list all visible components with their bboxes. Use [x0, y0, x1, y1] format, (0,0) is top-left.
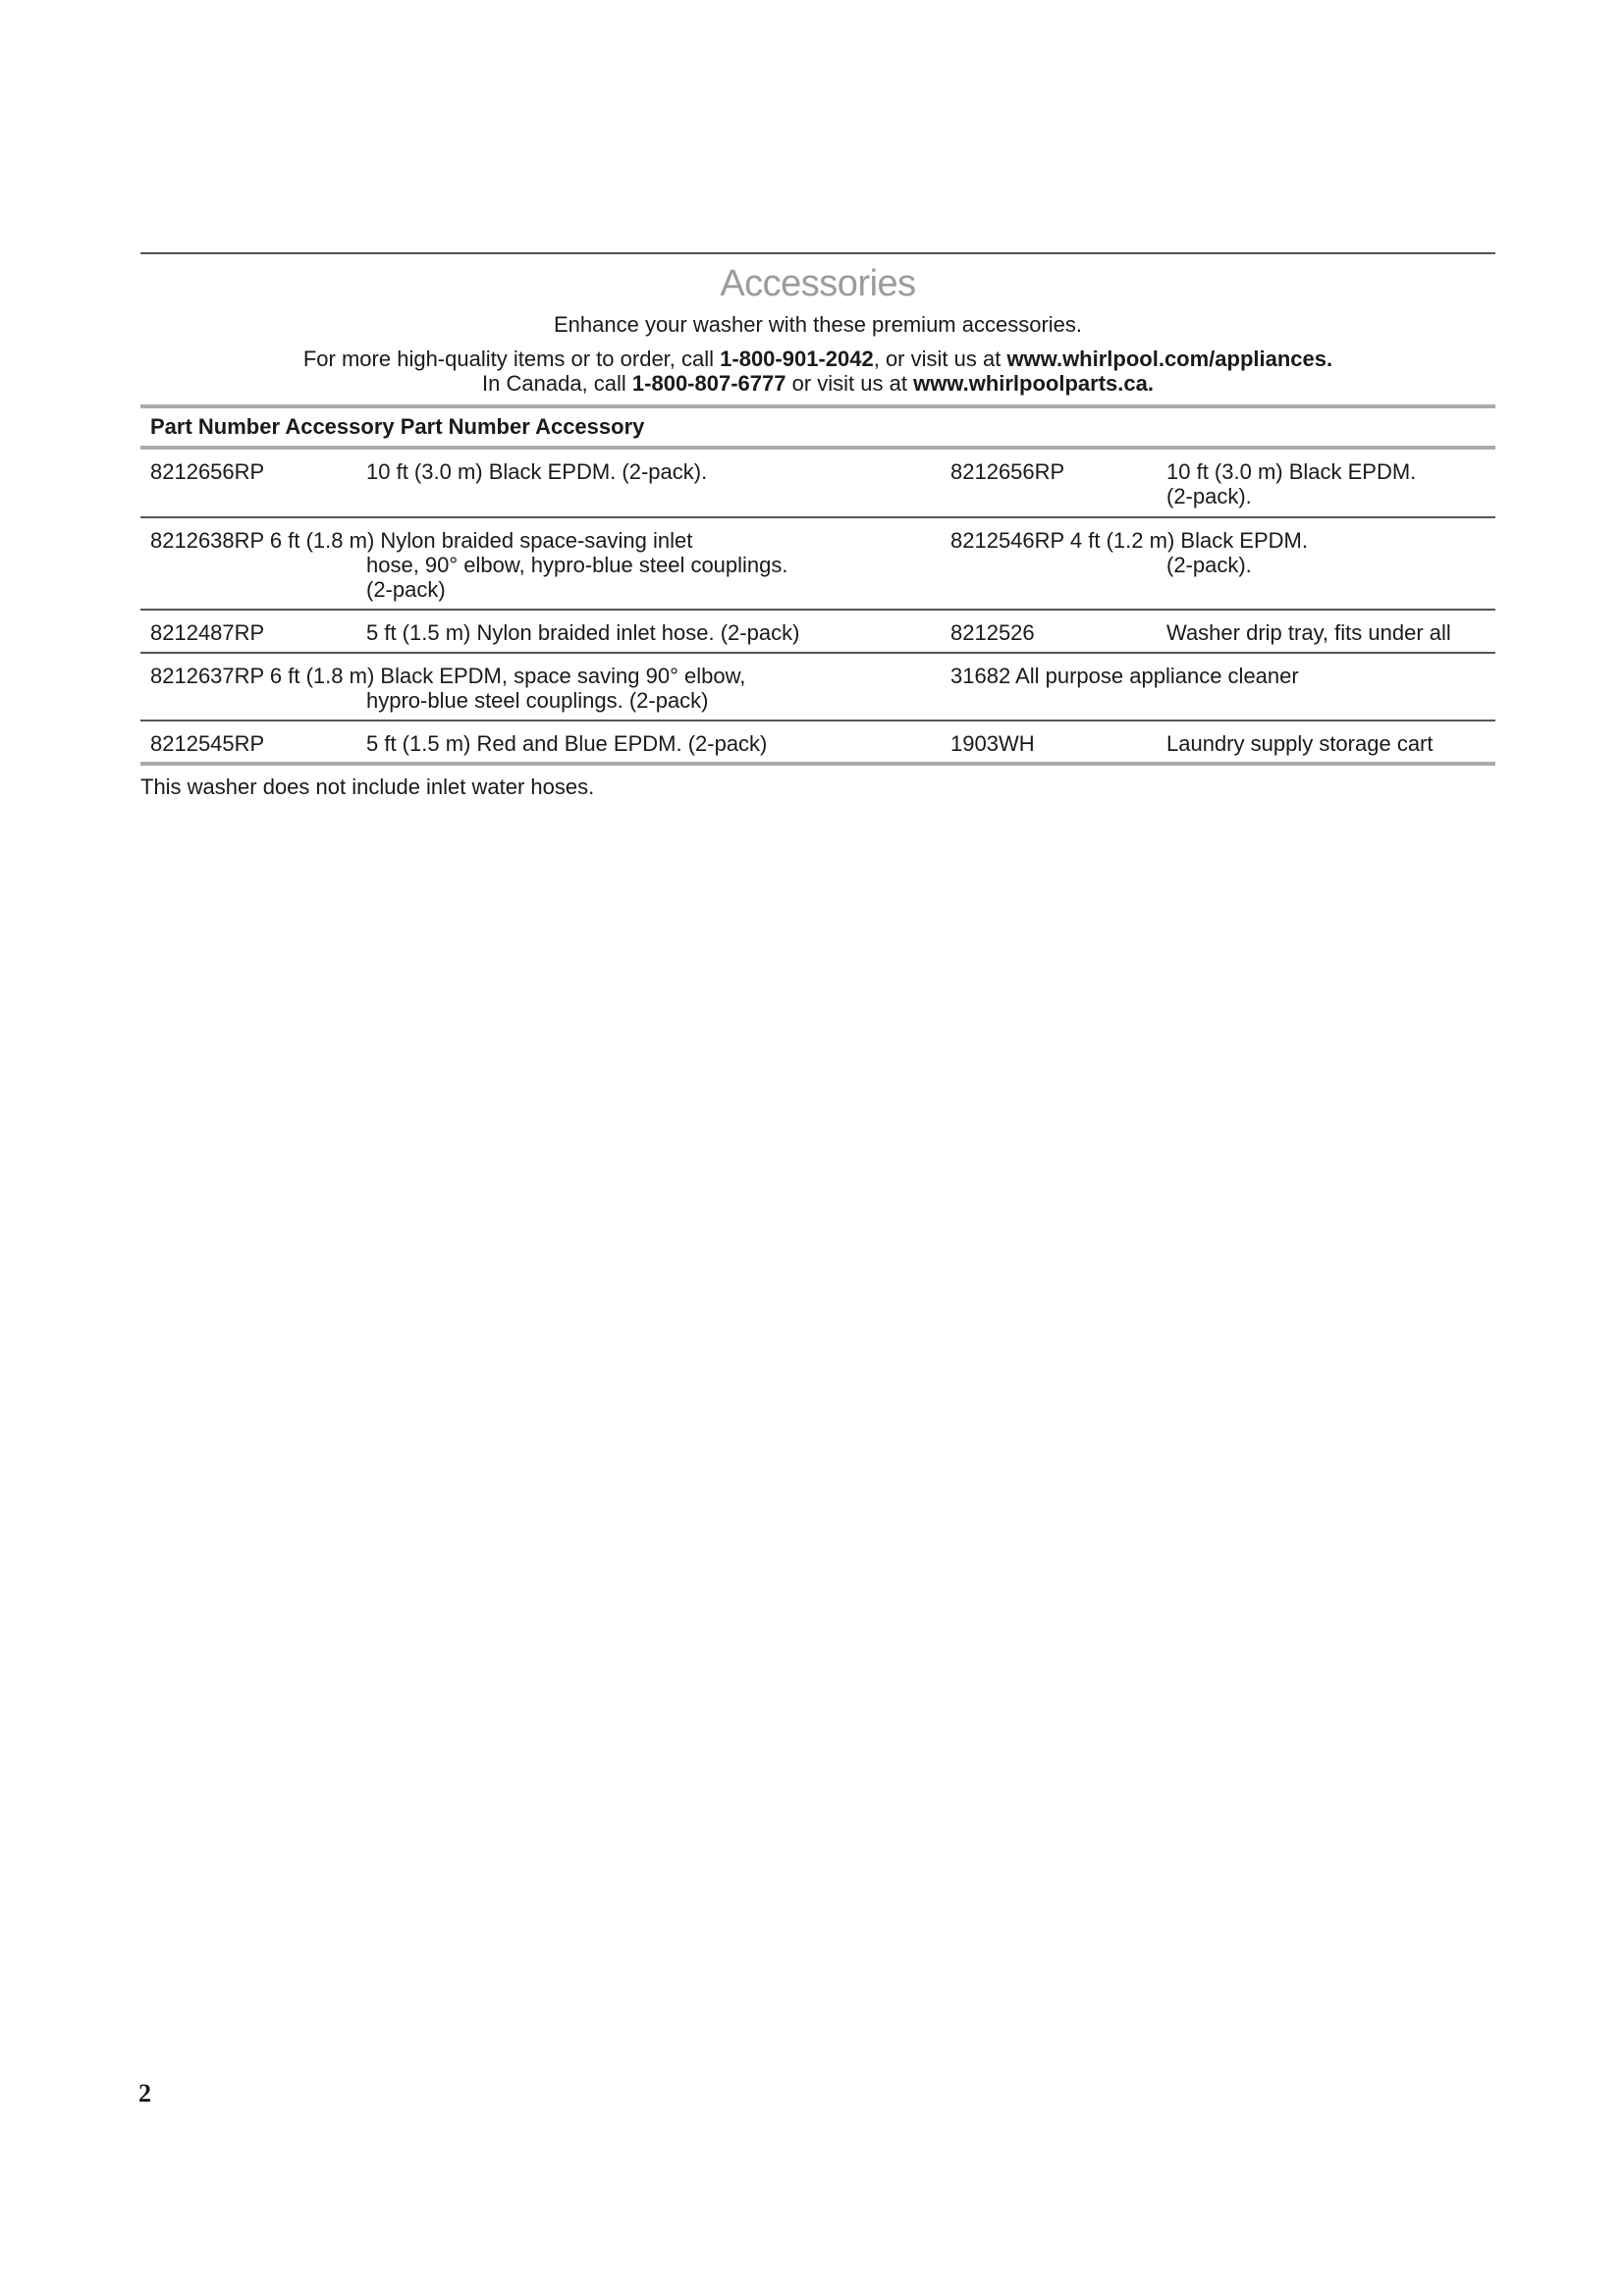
description-line: 8212638RP 6 ft (1.8 m) Nylon braided space-saving inlet — [150, 528, 693, 553]
phone-number-us: 1-800-901-2042 — [720, 347, 874, 371]
order-info-us — [140, 347, 1495, 372]
accessory-entry — [950, 528, 1490, 577]
website-link-canada[interactable]: www.whirlpoolparts.ca. — [913, 371, 1154, 396]
table-row — [140, 450, 1495, 518]
part-number: 8212656RP — [950, 459, 1065, 484]
part-number: 8212545RP — [150, 731, 265, 756]
website-link-us[interactable]: www.whirlpool.com/appliances. — [1006, 347, 1333, 371]
page-subtitle: Enhance your washer with these premium accessories. — [553, 312, 1083, 337]
description-line: 10 ft (3.0 m) Black EPDM. — [1166, 459, 1417, 484]
part-number: 8212656RP — [150, 459, 265, 484]
part-number: 8212526 — [950, 620, 1035, 645]
description-line: (2-pack) — [366, 577, 446, 602]
description-line: hypro-blue steel couplings. (2-pack) — [366, 688, 709, 713]
accessory-entry: 31682 All purpose appliance cleaner — [950, 664, 1299, 688]
table-row — [140, 518, 1495, 611]
order-info-canada — [140, 371, 1495, 397]
part-number: 8212487RP — [150, 620, 265, 645]
order-text: or visit us at — [785, 371, 914, 396]
order-text: For more high-quality items or to order, call — [302, 347, 721, 371]
page-number: 2 — [138, 2079, 151, 2108]
accessory-description — [1166, 459, 1490, 508]
part-number: 1903WH — [950, 731, 1035, 756]
table-header: Part Number Accessory Part Number Accessory — [140, 408, 1495, 450]
accessories-table — [140, 404, 1495, 766]
accessory-description: Washer drip tray, fits under all — [1166, 620, 1451, 645]
accessory-description: Laundry supply storage cart — [1166, 731, 1434, 756]
description-line: 8212637RP 6 ft (1.8 m) Black EPDM, space saving 90° elbow, — [150, 664, 746, 688]
description-line: hose, 90° elbow, hypro-blue steel couplings. — [366, 553, 788, 577]
description-line: 8212546RP 4 ft (1.2 m) Black EPDM. — [950, 528, 1308, 553]
table-row — [140, 721, 1495, 766]
page-title: Accessories — [720, 263, 916, 304]
accessory-description: 5 ft (1.5 m) Red and Blue EPDM. (2-pack) — [366, 731, 768, 756]
accessory-description: 5 ft (1.5 m) Nylon braided inlet hose. (2-pack) — [366, 620, 800, 645]
description-line: (2-pack). — [1166, 553, 1252, 577]
accessory-entry — [150, 528, 936, 602]
phone-number-canada: 1-800-807-6777 — [631, 371, 786, 396]
accessory-description: 10 ft (3.0 m) Black EPDM. (2-pack). — [366, 459, 708, 484]
order-text: In Canada, call — [482, 371, 632, 396]
accessory-entry — [150, 664, 936, 713]
table-row — [140, 654, 1495, 721]
order-text: , or visit us at — [873, 347, 1007, 371]
table-row — [140, 611, 1495, 654]
footnote: This washer does not include inlet water hoses. — [140, 774, 595, 799]
top-divider — [140, 252, 1495, 254]
description-line: (2-pack). — [1166, 484, 1252, 508]
